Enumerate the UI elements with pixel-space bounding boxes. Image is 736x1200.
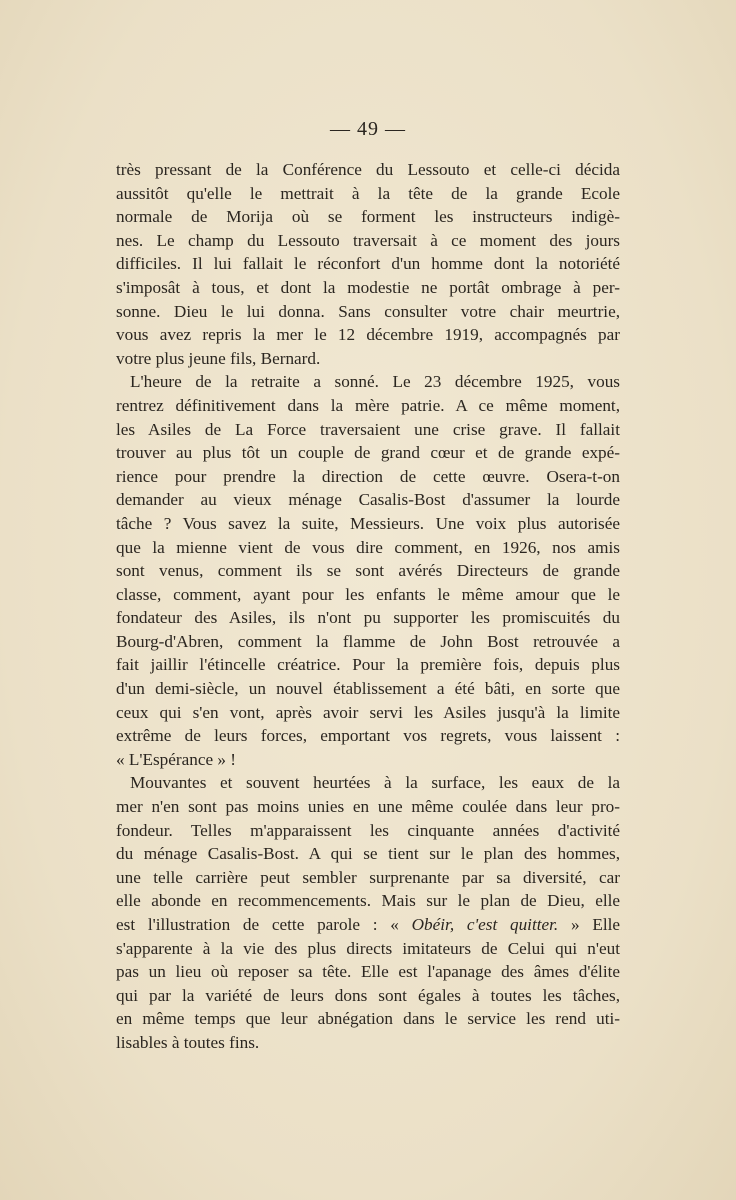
text-line: votre plus jeune fils, Bernard.	[116, 348, 321, 368]
text-line: nes. Le champ du Lessouto traversait à ce moment des jours	[116, 230, 620, 250]
text-line: d'un demi-siècle, un nouvel établissement a été bâti, en sorte que	[116, 679, 620, 699]
text-line-with-quote	[116, 913, 620, 937]
quote-tail: » Elle	[558, 915, 620, 934]
text-line: trouver au plus tôt un couple de grand cœur et de grande expé-	[116, 443, 620, 463]
text-line: s'imposât à tous, et dont la modestie ne portât ombrage à per-	[116, 277, 620, 297]
text-line: Bourg-d'Abren, comment la flamme de John Bost retrouvée a	[116, 631, 620, 651]
text-line: s'apparente à la vie des plus directs imitateurs de Celui qui n'eut	[116, 938, 620, 958]
text-line: ceux qui s'en vont, après avoir servi les Asiles jusqu'à la limite	[116, 702, 620, 722]
quote-lead-in: est l'illustration de cette parole : «	[116, 915, 412, 934]
body-text	[116, 158, 620, 1055]
text-line: Mouvantes et souvent heurtées à la surface, les eaux de la	[130, 773, 620, 793]
text-line: L'heure de la retraite a sonné. Le 23 décembre 1925, vous	[130, 372, 620, 392]
text-line: rience pour prendre la direction de cette œuvre. Osera-t-on	[116, 466, 620, 486]
italic-quote: Obéir, c'est quitter.	[411, 915, 559, 934]
text-line: les Asiles de La Force traversaient une crise grave. Il fallait	[116, 419, 620, 439]
text-line: lisables à toutes fins.	[116, 1032, 260, 1052]
text-line: mer n'en sont pas moins unies en une même coulée dans leur pro-	[116, 797, 620, 817]
text-line: en même temps que leur abnégation dans le service les rend uti-	[116, 1009, 620, 1029]
paragraph-3	[116, 771, 620, 1054]
text-line: demander au vieux ménage Casalis-Bost d'assumer la lourde	[116, 490, 620, 510]
text-line: elle abonde en recommencements. Mais sur le plan de Dieu, elle	[116, 891, 620, 911]
text-line: du ménage Casalis-Bost. A qui se tient sur le plan des hommes,	[116, 844, 620, 864]
text-line: une telle carrière peut sembler surprenante par sa diversité, car	[116, 867, 620, 887]
paragraph-1	[116, 158, 620, 370]
text-line: aussitôt qu'elle le mettrait à la tête de la grande Ecole	[116, 183, 620, 203]
text-line: classe, comment, ayant pour les enfants le même amour que le	[116, 584, 620, 604]
text-line: rentrez définitivement dans la mère patrie. A ce même moment,	[116, 395, 620, 415]
text-line: vous avez repris la mer le 12 décembre 1919, accompagnés par	[116, 325, 620, 345]
page-number: — 49 —	[330, 118, 406, 140]
text-line: normale de Morija où se forment les instructeurs indigè-	[116, 207, 620, 227]
text-line: « L'Espérance » !	[116, 749, 237, 769]
text-line: pas un lieu où reposer sa tête. Elle est l'apanage des âmes d'élite	[116, 962, 620, 982]
text-line: extrême de leurs forces, emportant vos regrets, vous laissent :	[116, 726, 620, 746]
text-line: sont venus, comment ils se sont avérés Directeurs de grande	[116, 561, 620, 581]
text-line: qui par la variété de leurs dons sont égales à toutes les tâches,	[116, 985, 620, 1005]
text-line: fondeur. Telles m'apparaissent les cinquante années d'activité	[116, 820, 620, 840]
text-line: fondateur des Asiles, ils n'ont pu supporter les promiscuités du	[116, 608, 620, 628]
text-line: difficiles. Il lui fallait le réconfort d'un homme dont la notoriété	[116, 254, 620, 274]
paragraph-2	[116, 370, 620, 771]
text-line: fait jaillir l'étincelle créatrice. Pour la première fois, depuis plus	[116, 655, 620, 675]
text-line: très pressant de la Conférence du Lessouto et celle-ci décida	[116, 160, 620, 179]
text-line: tâche ? Vous savez la suite, Messieurs. Une voix plus autorisée	[116, 513, 620, 533]
text-line: que la mienne vient de vous dire comment, en 1926, nos amis	[116, 537, 620, 557]
text-line: sonne. Dieu le lui donna. Sans consulter votre chair meurtrie,	[116, 301, 620, 321]
